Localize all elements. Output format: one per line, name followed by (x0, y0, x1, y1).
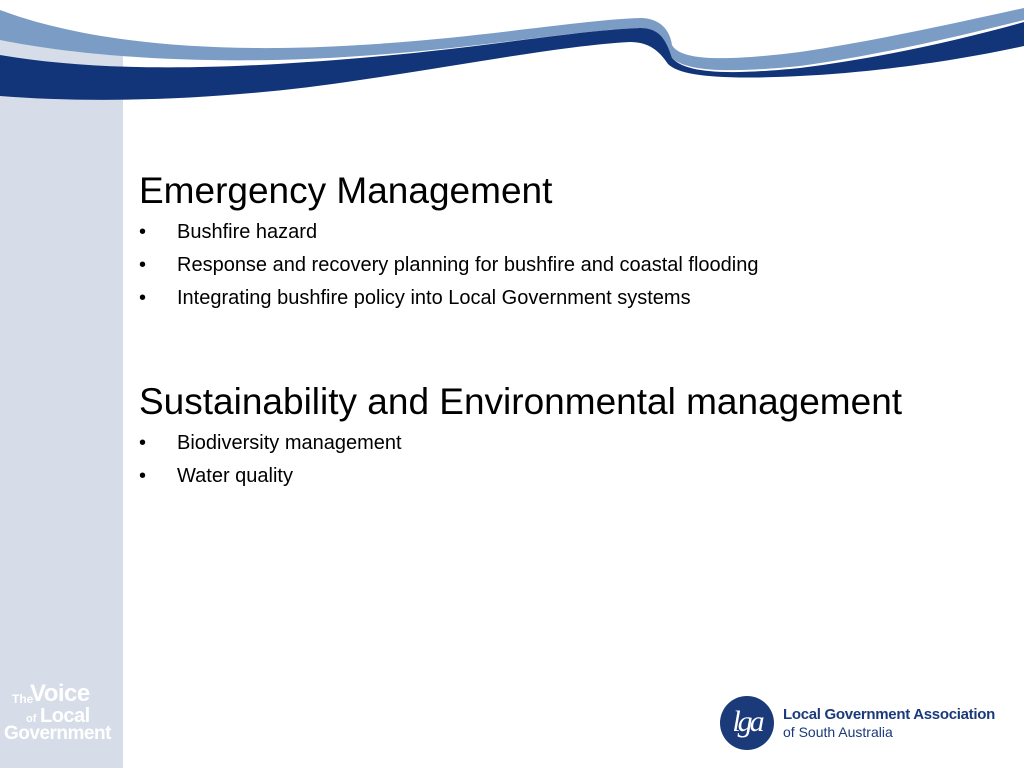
bullet-icon: • (139, 432, 147, 454)
bullet-text: Bushfire hazard (177, 221, 318, 243)
slide-content (139, 168, 999, 493)
voice-of-local-government-logo (2, 680, 120, 744)
bullet-icon: • (139, 287, 147, 309)
bullet-icon: • (139, 465, 147, 487)
lga-logo (720, 696, 1020, 752)
section-spacer (139, 315, 999, 379)
list-item (139, 282, 999, 315)
list-item (139, 427, 999, 460)
bullet-icon: • (139, 254, 147, 276)
bullet-text: Water quality (177, 465, 293, 487)
logo-text-government: Government (4, 723, 111, 744)
bullet-icon: • (139, 221, 147, 243)
bullet-list-emergency (139, 216, 999, 315)
bullet-text: Integrating bushfire policy into Local Government systems (177, 287, 691, 309)
list-item (139, 460, 999, 493)
logo-text-of: of (26, 713, 37, 725)
header-swoosh (0, 0, 1024, 110)
lga-subtitle: of South Australia (783, 724, 893, 740)
lga-title: Local Government Association (783, 706, 995, 723)
lga-mark-icon: lga (720, 696, 774, 750)
logo-text-voice: Voice (30, 680, 90, 707)
section-heading-sustainability: Sustainability and Environmental management (139, 381, 903, 422)
bullet-text: Biodiversity management (177, 432, 402, 454)
list-item (139, 216, 999, 249)
bullet-text: Response and recovery planning for bushfire and coastal flooding (177, 254, 759, 276)
logo-text-local: Local (40, 705, 90, 727)
bullet-list-sustainability (139, 427, 999, 493)
list-item (139, 249, 999, 282)
section-heading-emergency: Emergency Management (139, 170, 553, 211)
logo-text-the: The (12, 692, 34, 706)
side-panel (0, 0, 123, 768)
